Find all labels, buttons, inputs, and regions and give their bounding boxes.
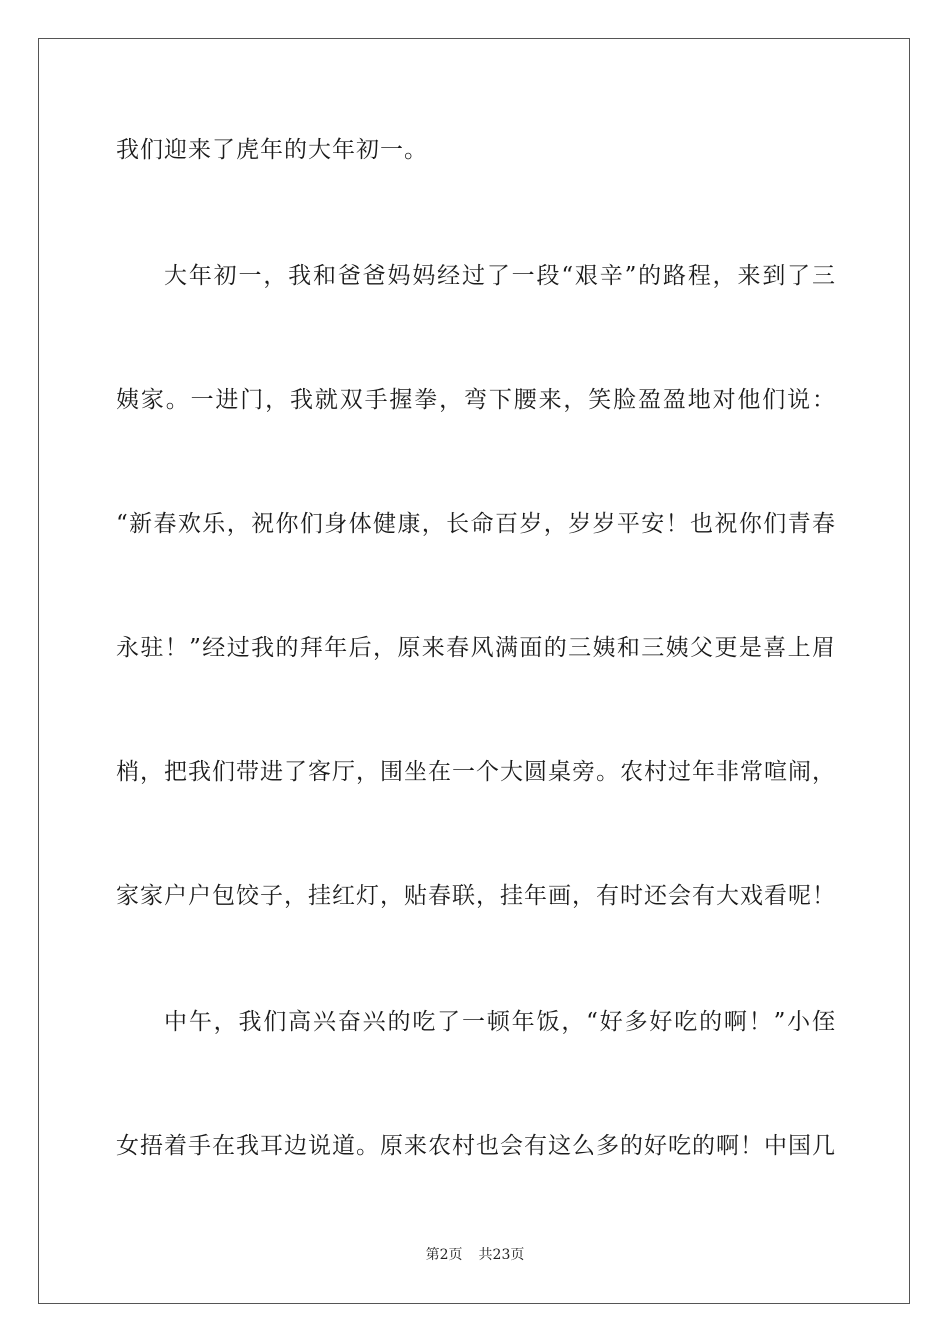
page-footer (0, 1246, 950, 1264)
text-line: 姨家。一进门，我就双手握拳，弯下腰来，笑脸盈盈地对他们说： (116, 387, 836, 413)
text-line: 女捂着手在我耳边说道。原来农村也会有这么多的好吃的啊！中国几 (116, 1133, 836, 1159)
page-number: 第2页 (425, 1247, 463, 1263)
text-line: 梢，把我们带进了客厅，围坐在一个大圆桌旁。农村过年非常喧闹， (116, 759, 836, 785)
text-line: 中午，我们高兴奋兴的吃了一顿年饭，“好多好吃的啊！”小侄 (164, 1009, 836, 1035)
text-line: 我们迎来了虎年的大年初一。 (116, 137, 428, 163)
text-line: 家家户户包饺子，挂红灯，贴春联，挂年画，有时还会有大戏看呢！ (116, 883, 836, 909)
text-line: “新春欢乐，祝你们身体健康，长命百岁，岁岁平安！也祝你们青春 (116, 511, 836, 537)
total-pages: 共23页 (478, 1247, 525, 1263)
text-line: 大年初一，我和爸爸妈妈经过了一段“艰辛”的路程，来到了三 (164, 263, 836, 289)
page-border (38, 38, 910, 1304)
text-line: 永驻！”经过我的拜年后，原来春风满面的三姨和三姨父更是喜上眉 (116, 635, 836, 661)
